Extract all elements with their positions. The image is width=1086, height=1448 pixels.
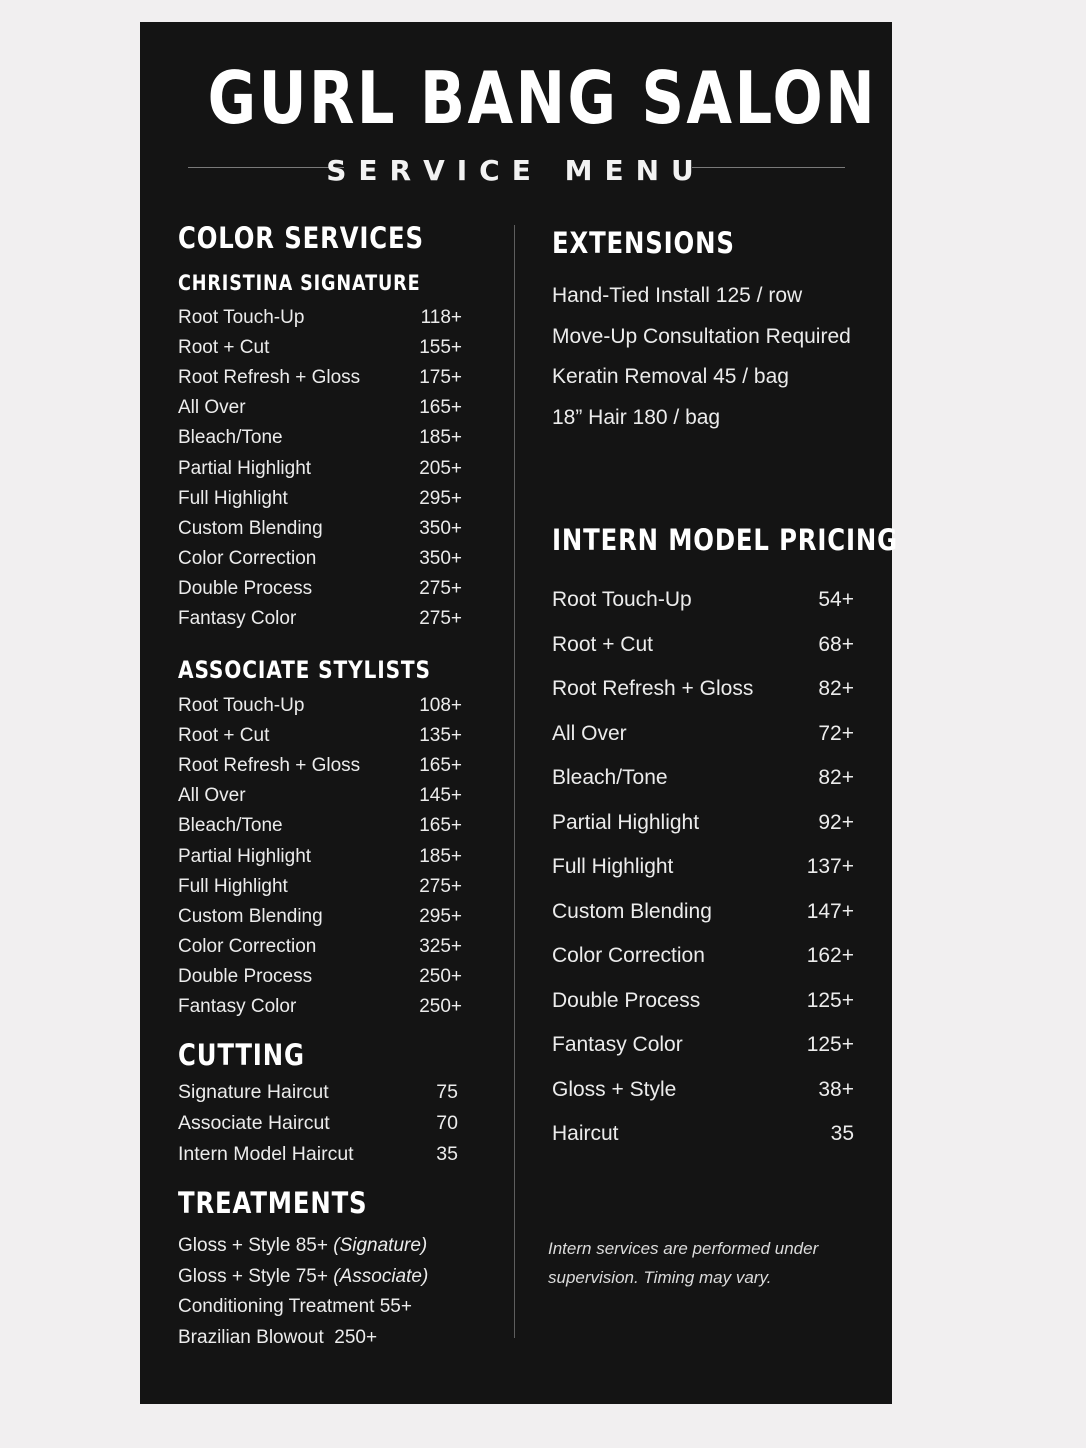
service-name: Haircut: [552, 1122, 619, 1146]
price-row: [178, 484, 462, 514]
price-row: [178, 393, 462, 423]
treatment-item: [178, 1231, 498, 1262]
service-name: Root Touch-Up: [178, 307, 305, 329]
service-price: 125+: [806, 988, 854, 1012]
price-row: [178, 691, 462, 721]
service-price: 68+: [818, 632, 854, 656]
service-name: Signature Haircut: [178, 1081, 329, 1103]
service-name: Partial Highlight: [178, 845, 312, 867]
associate-heading: ASSOCIATE STYLISTS: [178, 656, 431, 684]
treatments-heading: TREATMENTS: [178, 1186, 368, 1220]
service-price: 275+: [419, 875, 462, 897]
price-row: [552, 1112, 854, 1157]
service-price: 108+: [419, 695, 462, 717]
price-row: [552, 623, 854, 668]
service-name: Full Highlight: [178, 487, 288, 509]
extension-item: Move-Up Consultation Required: [552, 324, 851, 348]
price-row: [178, 333, 462, 363]
price-row: [178, 423, 462, 453]
service-name: Double Process: [178, 577, 313, 599]
cutting-price-list: [178, 1077, 458, 1170]
service-price: 165+: [419, 755, 462, 777]
service-name: Custom Blending: [178, 517, 323, 539]
service-name: Root Refresh + Gloss: [178, 367, 361, 389]
service-menu-card: [140, 22, 898, 1404]
service-name: Associate Haircut: [178, 1112, 330, 1134]
service-name: Root Touch-Up: [552, 588, 692, 612]
signature-heading: CHRISTINA SIGNATURE: [178, 271, 421, 295]
treatment-tier-note: (Signature): [333, 1235, 428, 1256]
intern-note: Intern services are performed under supervision. Timing may vary.: [548, 1239, 819, 1287]
price-row: [178, 781, 462, 811]
extensions-heading: EXTENSIONS: [552, 226, 735, 260]
service-name: Root Refresh + Gloss: [178, 755, 361, 777]
service-name: Full Highlight: [178, 875, 288, 897]
service-name: Color Correction: [178, 935, 317, 957]
extension-item: Keratin Removal 45 / bag: [552, 365, 789, 389]
price-row: [552, 890, 854, 935]
service-name: Color Correction: [178, 547, 317, 569]
service-name: Root Refresh + Gloss: [552, 677, 754, 701]
signature-price-list: [178, 303, 462, 634]
price-row: [178, 1077, 458, 1108]
service-name: Double Process: [178, 965, 313, 987]
service-name: Full Highlight: [552, 855, 674, 879]
extension-item: 18” Hair 180 / bag: [552, 405, 721, 429]
price-row: [178, 992, 462, 1022]
price-row: [178, 574, 462, 604]
treatment-text: Gloss + Style 75+: [178, 1265, 334, 1287]
service-price: 185+: [419, 427, 462, 449]
color-services-heading: COLOR SERVICES: [178, 221, 424, 255]
service-price: 175+: [419, 367, 462, 389]
service-price: 118+: [420, 307, 462, 329]
column-divider: [514, 225, 515, 1338]
service-price: 250+: [419, 965, 462, 987]
price-row: [178, 303, 462, 333]
treatment-text: Brazilian Blowout 250+: [178, 1327, 378, 1349]
service-price: 38+: [818, 1077, 854, 1101]
intern-price-list: [552, 578, 854, 1157]
price-row: [178, 902, 462, 932]
service-price: 155+: [419, 337, 462, 359]
service-name: Root + Cut: [552, 632, 653, 656]
price-row: [178, 1108, 458, 1139]
service-price: 70: [436, 1112, 458, 1134]
service-price: 295+: [419, 905, 462, 927]
service-price: 35: [436, 1143, 458, 1165]
service-name: Bleach/Tone: [178, 815, 283, 837]
price-row: [178, 453, 462, 483]
service-name: All Over: [178, 397, 246, 419]
price-row: [178, 751, 462, 781]
service-name: Color Correction: [552, 944, 705, 968]
service-price: 295+: [419, 487, 462, 509]
treatment-item: [178, 1292, 498, 1323]
extension-item: Hand-Tied Install 125 / row: [552, 284, 803, 307]
service-price: 82+: [818, 677, 854, 701]
price-row: [178, 544, 462, 574]
price-row: [178, 811, 462, 841]
intern-heading: INTERN MODEL PRICING: [552, 523, 898, 557]
price-row: [178, 1139, 458, 1170]
service-name: All Over: [178, 785, 246, 807]
price-row: [178, 962, 462, 992]
salon-title: GURL BANG SALON: [207, 56, 878, 140]
price-row: [178, 514, 462, 544]
service-name: Bleach/Tone: [178, 427, 283, 449]
price-row: [552, 712, 854, 757]
service-price: 275+: [419, 577, 462, 599]
treatment-text: Gloss + Style 85+: [178, 1235, 334, 1256]
service-price: 350+: [419, 517, 462, 539]
price-row: [178, 841, 462, 871]
price-row: [552, 1068, 854, 1113]
extensions-list: [552, 276, 872, 438]
service-name: Fantasy Color: [552, 1033, 683, 1057]
service-price: 250+: [419, 995, 462, 1017]
price-row: [178, 363, 462, 393]
service-name: Fantasy Color: [178, 995, 297, 1017]
service-price: 145+: [419, 785, 462, 807]
treatment-text: Conditioning Treatment 55+: [178, 1296, 412, 1318]
service-price: 162+: [806, 944, 854, 968]
price-row: [552, 1023, 854, 1068]
treatment-tier-note: (Associate): [333, 1265, 429, 1287]
service-price: 350+: [419, 547, 462, 569]
service-price: 165+: [419, 815, 462, 837]
service-price: 205+: [419, 457, 462, 479]
treatment-item: [178, 1262, 498, 1293]
service-price: 92+: [818, 810, 854, 834]
service-name: Root + Cut: [178, 725, 270, 747]
service-price: 147+: [806, 899, 854, 923]
price-row: [552, 845, 854, 890]
service-price: 35: [830, 1122, 854, 1146]
price-row: [552, 934, 854, 979]
associate-price-list: [178, 691, 462, 1022]
menu-subtitle: SERVICE MENU: [326, 154, 706, 187]
service-name: Bleach/Tone: [552, 766, 668, 790]
service-price: 135+: [419, 725, 462, 747]
service-name: Custom Blending: [178, 905, 323, 927]
service-name: Fantasy Color: [178, 607, 297, 629]
service-price: 137+: [806, 855, 854, 879]
treatments-list: [178, 1231, 498, 1354]
price-row: [552, 578, 854, 623]
cutting-heading: CUTTING: [178, 1038, 305, 1072]
service-price: 75: [436, 1081, 458, 1103]
price-row: [552, 667, 854, 712]
service-price: 82+: [818, 766, 854, 790]
price-row: [178, 721, 462, 751]
service-name: Custom Blending: [552, 899, 712, 923]
price-row: [552, 756, 854, 801]
service-name: Gloss + Style: [552, 1077, 677, 1101]
service-name: Root + Cut: [178, 337, 270, 359]
price-row: [178, 932, 462, 962]
service-price: 325+: [419, 935, 462, 957]
service-name: Root Touch-Up: [178, 695, 305, 717]
service-name: Double Process: [552, 988, 701, 1012]
service-name: All Over: [552, 721, 627, 745]
service-price: 54+: [818, 588, 854, 612]
service-price: 72+: [818, 721, 854, 745]
service-name: Intern Model Haircut: [178, 1143, 354, 1165]
price-row: [552, 979, 854, 1024]
treatment-item: [178, 1323, 498, 1354]
service-price: 125+: [806, 1033, 854, 1057]
price-row: [178, 604, 462, 634]
price-row: [552, 801, 854, 846]
service-name: Partial Highlight: [178, 457, 312, 479]
service-price: 275+: [419, 607, 462, 629]
service-price: 165+: [419, 397, 462, 419]
service-name: Partial Highlight: [552, 810, 700, 834]
service-price: 185+: [419, 845, 462, 867]
price-row: [178, 872, 462, 902]
